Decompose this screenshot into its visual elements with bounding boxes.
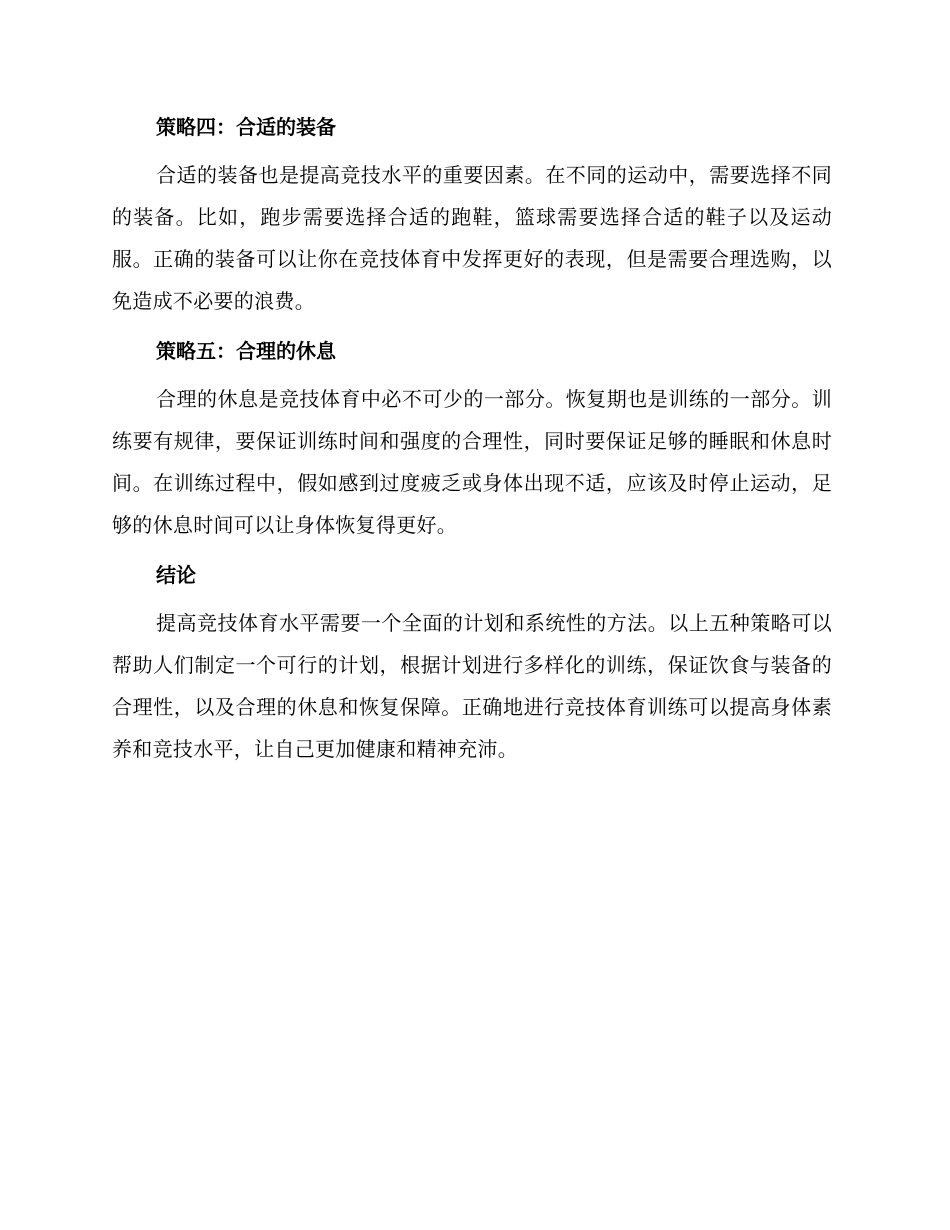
document-body bbox=[112, 110, 832, 782]
section-paragraph-strategy-4: 合适的装备也是提高竞技水平的重要因素。在不同的运动中，需要选择不同的装备。比如，跑步需要选择合适的跑鞋，篮球需要选择合适的鞋子以及运动服。正确的装备可以让你在竞技体育中发挥更好的表现，但是需要合理选购，以免造成不必要的浪费。 bbox=[112, 163, 832, 313]
section-heading-strategy-5: 策略五：合理的休息 bbox=[156, 339, 336, 363]
section-paragraph-strategy-5: 合理的休息是竞技体育中必不可少的一部分。恢复期也是训练的一部分。训练要有规律，要保证训练时间和强度的合理性，同时要保证足够的睡眠和休息时间。在训练过程中，假如感到过度疲乏或身体出现不适，应该及时停止运动，足够的休息时间可以让身体恢复得更好。 bbox=[112, 387, 832, 537]
section-paragraph-conclusion: 提高竞技体育水平需要一个全面的计划和系统性的方法。以上五种策略可以帮助人们制定一个可行的计划，根据计划进行多样化的训练，保证饮食与装备的合理性，以及合理的休息和恢复保障。正确地进行竞技体育训练可以提高身体素养和竞技水平，让自己更加健康和精神充沛。 bbox=[112, 611, 832, 761]
section-heading-conclusion: 结论 bbox=[156, 563, 196, 587]
section-heading-strategy-4: 策略四：合适的装备 bbox=[156, 115, 336, 139]
